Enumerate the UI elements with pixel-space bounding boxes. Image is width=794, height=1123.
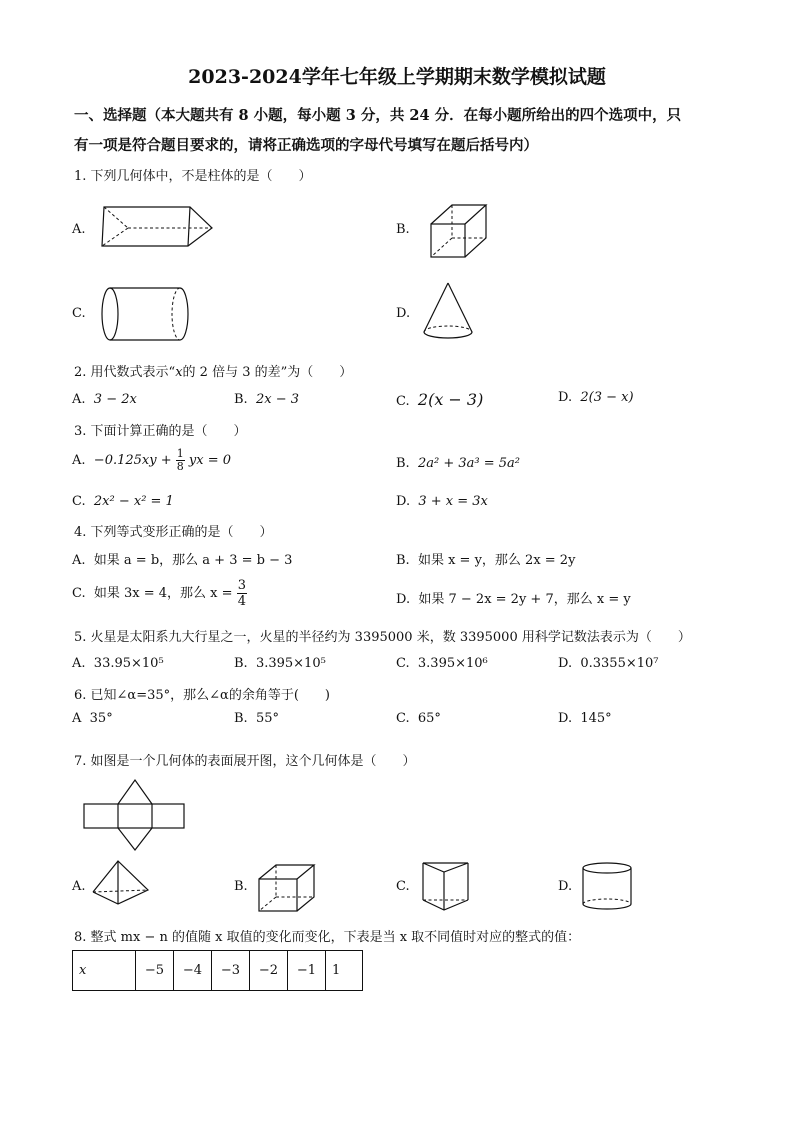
q1-label-b: B. (396, 222, 410, 237)
q4-option-c: C. 如果 3x = 4，那么 x = $\frac{3}{4}$ (72, 578, 246, 609)
q8-stem: 8. 整式 mx − n 的值随 x 取值的变化而变化，下表是当 x 取不同值时对应的整式的值： (74, 930, 581, 945)
q3-option-a: A. −0.125xy + $\frac{1}{8}$ yx = 0 (72, 447, 231, 473)
table-cell: −3 (212, 951, 250, 991)
q6-option-c: C. 65° (396, 711, 441, 726)
q5-stem: 5. 火星是太阳系九大行星之一，火星的半径约为 3395000 米，数 3395000 用科学记数法表示为（ ） (74, 630, 691, 645)
table-cell: −4 (174, 951, 212, 991)
table-cell: −1 (288, 951, 326, 991)
q3-option-d: D. 3 + x = 3x (396, 494, 488, 509)
table-header-cell: x (73, 951, 136, 991)
q5-option-a: A. 33.95×10⁵ (72, 656, 164, 671)
q3-option-b: B. 2a² + 3a³ = 5a² (396, 456, 520, 471)
q6-option-b: B. 55° (234, 711, 279, 726)
q4-stem: 4. 下列等式变形正确的是（ ） (74, 525, 273, 540)
table-row (73, 951, 363, 991)
prism-net-figure (82, 776, 186, 852)
cube-figure (428, 202, 490, 262)
triangular-prism-figure (96, 200, 222, 250)
q2-stem (74, 361, 352, 380)
q7-stem: 7. 如图是一个几何体的表面展开图，这个几何体是（ ） (74, 754, 416, 769)
cube-figure-small (256, 862, 318, 914)
section-heading-line1: 一、选择题（本大题共有 8 小题，每小题 3 分，共 24 分．在每小题所给出的四个选项中，只 (74, 107, 682, 124)
section-heading-line2: 有一项是符合题目要求的，请将正确选项的字母代号填写在题后括号内） (74, 137, 538, 154)
table-cell: −5 (136, 951, 174, 991)
upright-prism-figure (420, 860, 472, 914)
q7-label-a: A. (72, 879, 86, 894)
q6-option-a: A 35° (72, 711, 113, 726)
q2-stem-post: 的 2 倍与 3 的差”为（ ） (182, 365, 353, 380)
q4-option-b: B. 如果 x = y，那么 2x = 2y (396, 553, 576, 568)
q2-stem-pre: 2. 用代数式表示“ (74, 365, 176, 380)
page-title: 2023-2024学年七年级上学期期末数学模拟试题 (188, 66, 606, 88)
q1-label-d: D. (396, 306, 411, 321)
q2-option-a: A. 3 − 2x (72, 392, 137, 407)
q6-stem: 6. 已知∠α=35°，那么∠α的余角等于( ) (74, 688, 330, 703)
table-cell: −2 (250, 951, 288, 991)
fraction-one-eighth: $\frac{1}{8}$ (176, 447, 184, 473)
pyramid-figure (90, 858, 152, 908)
q7-label-c: C. (396, 879, 410, 894)
q5-option-b: B. 3.395×10⁵ (234, 656, 326, 671)
q3-stem: 3. 下面计算正确的是（ ） (74, 424, 247, 439)
q2-option-d: D. 2(3 − x) (558, 390, 634, 405)
q7-label-d: D. (558, 879, 573, 894)
q8-value-table (72, 950, 363, 991)
q2-stem-var: x (175, 365, 183, 380)
fraction-three-quarters: $\frac{3}{4}$ (237, 578, 246, 609)
q5-option-c: C. 3.395×10⁶ (396, 656, 488, 671)
q2-option-b: B. 2x − 3 (234, 392, 299, 407)
q1-label-c: C. (72, 306, 86, 321)
q1-label-a: A. (72, 222, 86, 237)
q6-option-d: D. 145° (558, 711, 612, 726)
q4-option-a: A. 如果 a = b，那么 a + 3 = b − 3 (72, 553, 293, 568)
table-cell: 1 (326, 951, 363, 991)
q5-option-d: D. 0.3355×10⁷ (558, 656, 659, 671)
q1-stem: 1. 下列几何体中，不是柱体的是（ ） (74, 169, 312, 184)
q3-option-c: C. 2x² − x² = 1 (72, 494, 174, 509)
q7-label-b: B. (234, 879, 248, 894)
q4-option-d: D. 如果 7 − 2x = 2y + 7，那么 x = y (396, 592, 631, 607)
cylinder-figure (100, 286, 192, 342)
upright-cylinder-figure (580, 860, 634, 914)
q2-option-c: C. 2(x − 3) (396, 390, 484, 409)
cone-figure (420, 280, 476, 344)
